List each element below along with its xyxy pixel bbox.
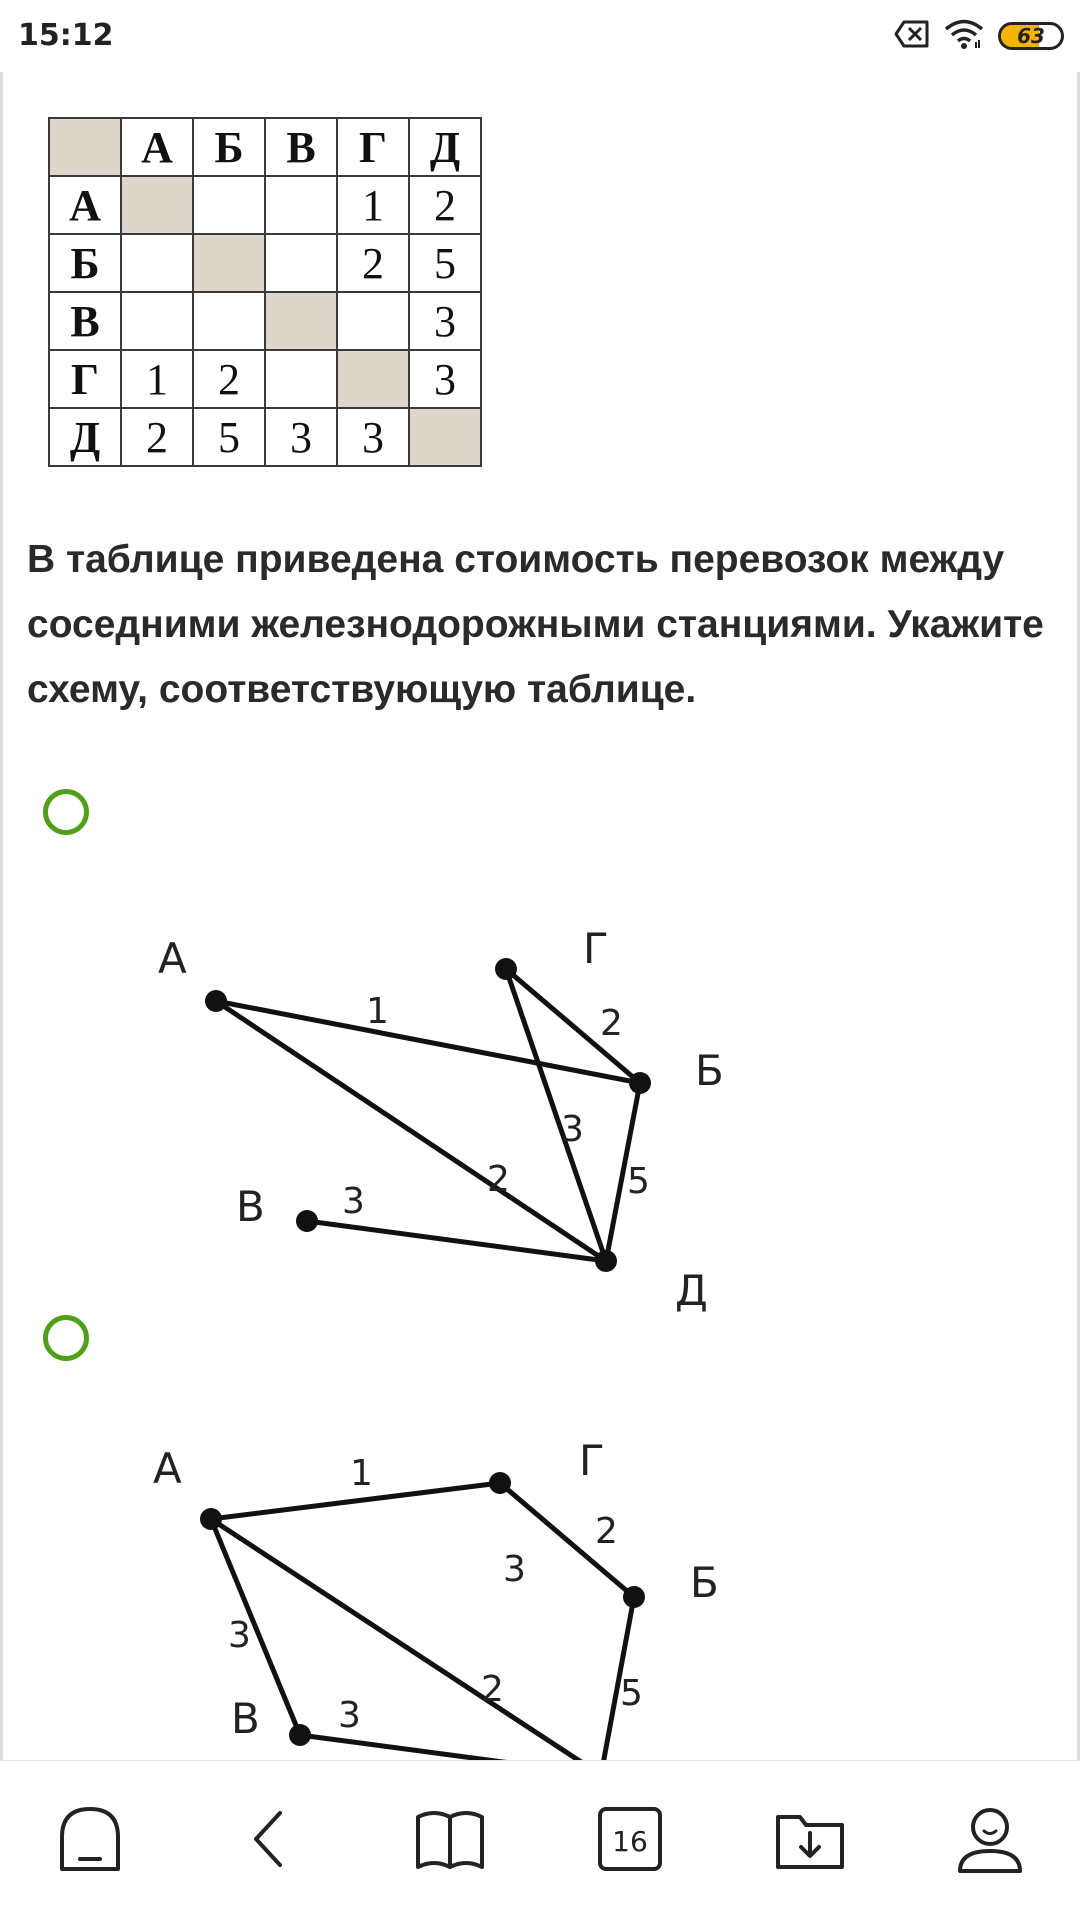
- node-a: [200, 1508, 222, 1530]
- status-icons: [894, 18, 1064, 54]
- edge-label: 3: [561, 1109, 584, 1150]
- sim-disabled-icon: [894, 20, 930, 53]
- table-cell: [265, 350, 337, 408]
- table-column-header: Д: [409, 118, 481, 176]
- table-cell: [193, 292, 265, 350]
- node-label: Г: [579, 1436, 605, 1485]
- table-cell: [265, 176, 337, 234]
- option-2-graph[interactable]: [3, 1352, 1080, 1760]
- table-cell: [121, 176, 193, 234]
- table-cell: [337, 350, 409, 408]
- cost-table: [48, 117, 482, 467]
- table-row-header: В: [49, 292, 121, 350]
- table-row: [49, 350, 481, 408]
- edge-a-d: [211, 1519, 601, 1760]
- download-folder-icon: [770, 1799, 850, 1879]
- table-cell: [265, 292, 337, 350]
- table-cell: [121, 292, 193, 350]
- table-cell: [193, 176, 265, 234]
- edge-label: 3: [228, 1615, 251, 1656]
- table-cell: 5: [409, 234, 481, 292]
- table-row-header: А: [49, 176, 121, 234]
- table-cell: 1: [121, 350, 193, 408]
- table-row-header: Г: [49, 350, 121, 408]
- table-row: [49, 408, 481, 466]
- table-cell: 2: [121, 408, 193, 466]
- edge-label: 3: [503, 1549, 526, 1590]
- wifi-icon: [944, 18, 984, 55]
- table-cell: 5: [193, 408, 265, 466]
- table-cell: 3: [337, 408, 409, 466]
- table-cell: [121, 234, 193, 292]
- table-column-header: А: [121, 118, 193, 176]
- status-time: 15:12: [18, 18, 114, 53]
- home-button[interactable]: [50, 1799, 130, 1879]
- home-icon: [50, 1799, 130, 1879]
- node-b: [629, 1072, 651, 1094]
- table-row: [49, 176, 481, 234]
- table-cell: 3: [265, 408, 337, 466]
- content-area[interactable]: [0, 72, 1080, 1760]
- edge-label: 2: [487, 1159, 510, 1200]
- node-label: А: [153, 1444, 182, 1493]
- edge-label: 1: [350, 1453, 373, 1494]
- node-b: [623, 1586, 645, 1608]
- profile-button[interactable]: [950, 1799, 1030, 1879]
- node-g: [489, 1472, 511, 1494]
- back-button[interactable]: [230, 1799, 310, 1879]
- status-bar: [0, 0, 1080, 72]
- table-row-header: Д: [49, 408, 121, 466]
- table-row: [49, 292, 481, 350]
- edge-label: 2: [600, 1003, 623, 1044]
- node-label: Г: [583, 924, 609, 973]
- node-label: В: [236, 1182, 265, 1231]
- battery-level: 63: [1017, 24, 1045, 48]
- node-label: А: [158, 934, 187, 983]
- table-corner-cell: [49, 118, 121, 176]
- edge-label: 2: [595, 1511, 618, 1552]
- table-column-header: Г: [337, 118, 409, 176]
- table-cell: [337, 292, 409, 350]
- table-cell: [409, 408, 481, 466]
- node-a: [205, 990, 227, 1012]
- node-g: [495, 958, 517, 980]
- table-cell: [265, 234, 337, 292]
- tabs-icon: [590, 1799, 670, 1879]
- edge-label: 3: [342, 1181, 365, 1222]
- edge-v-d: [307, 1221, 606, 1261]
- table-column-header: В: [265, 118, 337, 176]
- chevron-left-icon: [230, 1799, 310, 1879]
- table-cell: 3: [409, 350, 481, 408]
- edge-label: 3: [338, 1695, 361, 1736]
- edge-label: 5: [627, 1161, 650, 1202]
- table-column-header: Б: [193, 118, 265, 176]
- book-icon: [410, 1799, 490, 1879]
- table-cell: 3: [409, 292, 481, 350]
- edge-label: 2: [481, 1669, 504, 1710]
- question-text: В таблице приведена стоимость перевозок между соседними железнодорожными станциями. Укажите схему, соответствующую таблице.: [27, 538, 1044, 711]
- bookmarks-button[interactable]: [410, 1799, 490, 1879]
- node-v: [289, 1724, 311, 1746]
- option-1-graph[interactable]: [3, 812, 1080, 1352]
- table-cell: [193, 234, 265, 292]
- battery-indicator: [998, 22, 1064, 50]
- node-label: В: [231, 1694, 260, 1743]
- edge-label: 5: [620, 1673, 643, 1714]
- node-v: [296, 1210, 318, 1232]
- node-d: [595, 1250, 617, 1272]
- bottom-navigation: [0, 1760, 1080, 1921]
- tabs-button[interactable]: [590, 1799, 670, 1879]
- node-label: Д: [675, 1266, 708, 1315]
- table-cell: 2: [409, 176, 481, 234]
- table-header-row: [49, 118, 481, 176]
- table-row-header: Б: [49, 234, 121, 292]
- table-row: [49, 234, 481, 292]
- node-label: Б: [695, 1046, 724, 1095]
- table-cell: 2: [337, 234, 409, 292]
- node-label: Б: [690, 1558, 719, 1607]
- table-cell: 2: [193, 350, 265, 408]
- table-cell: 1: [337, 176, 409, 234]
- tab-count: 16: [612, 1825, 648, 1858]
- user-icon: [950, 1799, 1030, 1879]
- downloads-button[interactable]: [770, 1799, 850, 1879]
- edge-label: 1: [366, 991, 389, 1032]
